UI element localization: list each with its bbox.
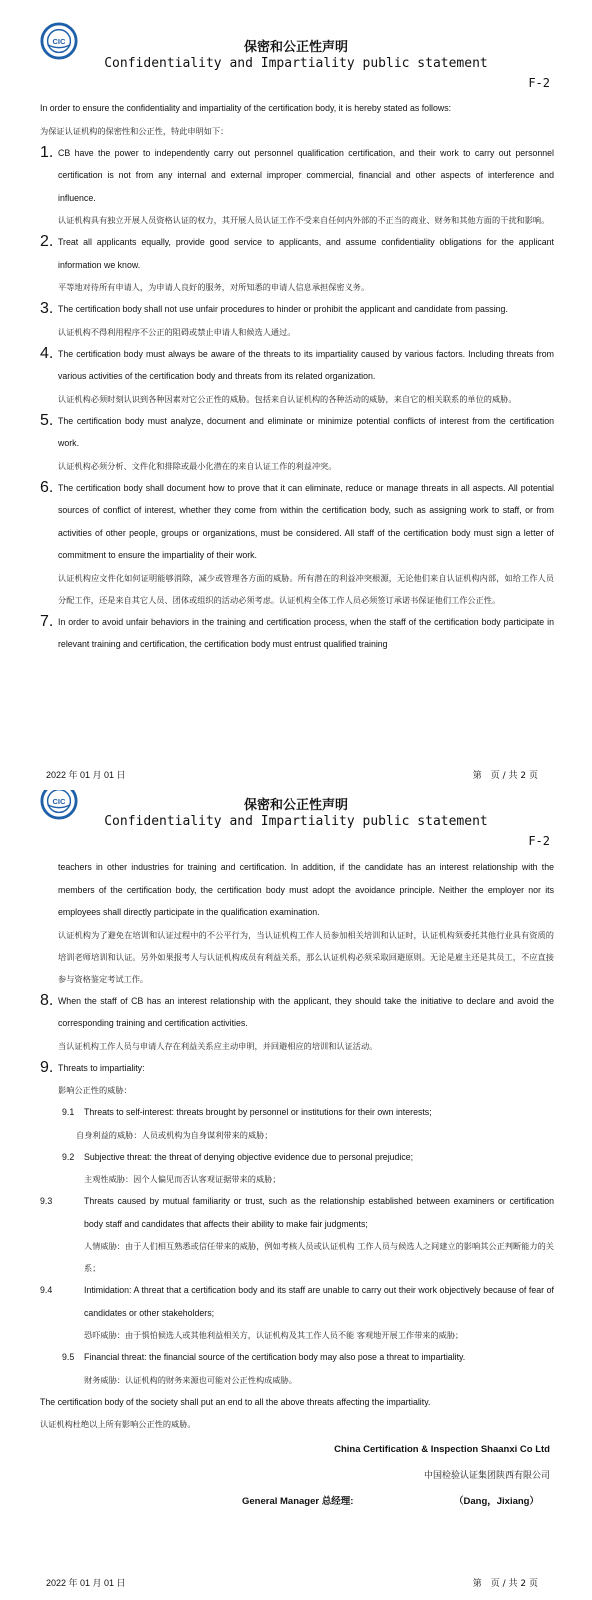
footer-page-number: 第 页 / 共 2 页 bbox=[472, 771, 538, 781]
closing-cn: 认证机构杜绝以上所有影响公正性的威胁。 bbox=[40, 1419, 196, 1429]
footer-date: 2022 年 01 月 01 日 bbox=[46, 1578, 126, 1588]
list-item: 8. When the staff of CB has an interest relationship with the applicant, they should take the initiative to declare and avoid the corresponding training and certification activities. 当认证机构工作人员与申请人存在利益关系应主动申明，并回避相应的培训和认证活动。 bbox=[40, 991, 554, 1051]
title-cn: 保密和公正性声明 bbox=[243, 40, 348, 55]
gm-label: General Manager 总经理: bbox=[242, 1496, 354, 1507]
title-en: Confidentiality and Impartiality public statement bbox=[104, 814, 488, 829]
sub-item: 9.4 Intimidation: A threat that a certification body and its staff are unable to carry out their work objectively because of fear of candidates or other stakeholders; 恐吓威胁：由于惧怕候选人或其他利益相关方，认证机构及其工作人员不能 客观地开展工作带来的威胁； bbox=[40, 1285, 554, 1340]
sub-item: 9.1 Threats to self-interest: threats brought by personnel or institutions for their own interests; 自身利益的威胁：人员或机构为自身谋利带来的威胁； bbox=[62, 1107, 432, 1140]
list-item: 4. The certification body must always be aware of the threats to its impartiality caused by various factors. Including threats from various activities of the certification body and threats from its related organization. 认证机构必须时刻认识到各种因素对它公正性的威胁。包括来自认证机构的各种活动的威胁，来自它的相关联系的单位的威胁。 bbox=[40, 344, 554, 404]
list-item: 6. The certification body shall document how to prove that it can eliminate, reduce or manage threats in all aspects. All potential sources of conflict of interest, whether they come from within the certification body, such as assigning work to staff, or from activities of other people, groups or organizations, must be considered. All staff of the certification body must sign a letter of commitment to ensure the impartiality of their work. 认证机构应文件化如何证明能够消除，减少或管理各方面的威胁。所有潜在的利益冲突根源，无论他们来自认证机构内部，如给工作人员分配工作，还是来自其它人员、团体或组织的活动必须考虑。认证机构全体工作人员必须签订承诺书保证他们工作公正性。 bbox=[40, 478, 554, 605]
gm-name: （Dang，Jixiang） bbox=[454, 1496, 539, 1507]
general-manager-line bbox=[242, 1493, 539, 1507]
list-item: 3. The certification body shall not use unfair procedures to hinder or prohibit the applicant and candidate from passing. 认证机构不得利用程序不公正的阻碍或禁止申请人和候选人通过。 bbox=[40, 300, 508, 337]
page1-body bbox=[40, 97, 554, 656]
company-name-en: China Certification & Inspection Shaanxi Co Ltd bbox=[334, 1444, 550, 1455]
list-item: 1. CB have the power to independently carry out personnel qualification certification, and their work to carry out personnel certification is not from any internal and external improper commercial, financial and other aspects of interference and influence. 认证机构具有独立开展人员资格认证的权力，其开展人员认证工作不受来自任何内外部的不正当的商业、财务和其他方面的干扰和影响。 bbox=[40, 143, 554, 225]
document-page-1 bbox=[0, 0, 592, 790]
form-code: F-2 bbox=[528, 834, 550, 848]
title-en: Confidentiality and Impartiality public statement bbox=[104, 56, 488, 71]
list-item: 9. Threats to impartiality: 影响公正性的威胁： bbox=[40, 1058, 145, 1095]
svg-text:CIC: CIC bbox=[52, 796, 66, 806]
form-code: F-2 bbox=[528, 76, 550, 90]
closing-en: The certification body of the society shall put an end to all the above threats affecting the impartiality. bbox=[40, 1396, 431, 1407]
footer-page-number: 第 页 / 共 2 页 bbox=[472, 1579, 538, 1589]
list-item: 5. The certification body must analyze, document and eliminate or minimize potential conflicts of interest from the certification work. 认证机构必须分析、文件化和排除或最小化潜在的来自认证工作的利益冲突。 bbox=[40, 411, 554, 471]
svg-text:CIC: CIC bbox=[52, 36, 66, 46]
document-page-2 bbox=[0, 790, 592, 1600]
intro-cn: 为保证认证机构的保密性和公正性，特此申明如下： bbox=[40, 125, 229, 136]
sub-item: 9.2 Subjective threat: the threat of denying objective evidence due to personal prejudice; 主观性威胁：因个人偏见而否认客观证据带来的威胁； bbox=[62, 1151, 414, 1184]
company-name-cn: 中国检验认证集团陕西有限公司 bbox=[423, 1471, 550, 1481]
intro-en: In order to ensure the confidentiality and impartiality of the certification body, it is hereby stated as follows: bbox=[40, 103, 452, 113]
footer-date: 2022 年 01 月 01 日 bbox=[46, 770, 126, 780]
list-item: 2. Treat all applicants equally, provide good service to applicants, and assume confidentiality obligations for the applicant information we know. 平等地对待所有申请人，为申请人良好的服务，对所知悉的申请人信息承担保密义务。 bbox=[40, 233, 554, 292]
sub-item: 9.3 Threats caused by mutual familiarity or trust, such as the relationship established between examiners or certification body staff and candidates that affects their ability to make fair judgments; 人情威胁：由于人们相互熟悉或信任带来的威胁，例如考核人员或认证机构 工作人员与候选人之间建立的影响其公正判断能力的关系； bbox=[40, 1196, 554, 1273]
list-item-continued: teachers in other industries for training and certification. In addition, if the candidate has an interest relationship with the members of the certification body, the certification body must adopt the avoidance principle. Neither the employer nor its employees shall directly participate in the qualification examination. 认证机构为了避免在培训和认证过程中的不公平行为，当认证机构工作人员参加相关培训和认证时，认证机构须委托其他行业具有资质的培训老师培训和认证。另外如果报考人与认证机构成员有利益关系，那么认证机构必须采取回避原则。无论是雇主还是其员工，不应直接参与资格鉴定考试工作。 bbox=[58, 862, 554, 984]
list-item: 7. In order to avoid unfair behaviors in the training and certification process, when the staff of the certification body participate in relevant training and certification, the certification body must entrust qualified training bbox=[40, 612, 554, 649]
sub-item: 9.5 Financial threat: the financial source of the certification body may also pose a threat to impartiality. 财务威胁：认证机构的财务来源也可能对公正性构成威胁。 bbox=[62, 1352, 466, 1385]
title-cn: 保密和公正性声明 bbox=[243, 798, 348, 813]
page2-body bbox=[40, 856, 554, 1435]
